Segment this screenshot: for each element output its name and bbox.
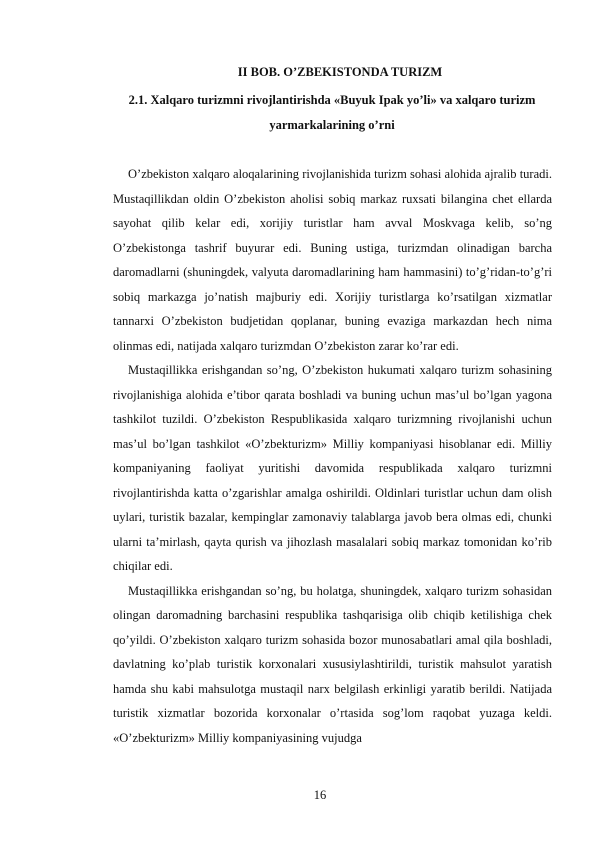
paragraph: O’zbekiston xalqaro aloqalarining rivojlanishida turizm sohasi alohida ajralib turadi. Mustaqillikdan oldin O’zbekiston aholisi sobiq markaz ruxsati bilangina chet ellarda sayohat qilib kelar edi, xorijiy turistlar ham avval Moskvaga kelib, so’ng O’zbekistonga tashrif buyurar edi. Buning ustiga, turizmdan olinadigan barcha daromadlarni (shuningdek, valyuta daromadlarining ham hammasini) to’g’ridan-to’g’ri sobiq markazga jo’natish majburiy edi. Xorijiy turistlarga ko’rsatilgan xizmatlar tannarxi O’zbekiston budjetidan qoplanar, buning evaziga markazdan hech nima olinmas edi, natijada xalqaro turizmdan O’zbekiston zarar ko’rar edi. bbox=[113, 167, 552, 353]
paragraph: Mustaqillikka erishgandan so’ng, bu holatga, shuningdek, xalqaro turizm sohasidan olingan daromadning barchasini respublika tashqarisiga olib chiqib ketilishiga chek qo’yildi. O’zbekiston xalqaro turizm sohasida bozor munosabatlari amal qila boshladi, davlatning ko’plab turistik korxonalari xususiylashtirildi, turistik mahsulot yaratish hamda shu kabi mahsulotga mustaqil narx belgilash erkinligi yaratib berildi. Natijada turistik xizmatlar bozorida korxonalar o’rtasida sog’lom raqobat yuzaga keldi. «O’zbekturizm» Milliy kompaniyasining vujudga bbox=[113, 583, 552, 745]
body-text bbox=[113, 162, 552, 750]
chapter-title: II BOB. O’ZBEKISTONDA TURIZM bbox=[237, 65, 443, 79]
paragraph: Mustaqillikka erishgandan so’ng, O’zbekiston hukumati xalqaro turizm sohasining rivojlanishiga alohida e’tibor qarata boshladi va buning uchun mas’ul bo’lgan yagona tashkilot tuzildi. O’zbekiston Respublikasida xalqaro turizmning rivojlanishi uchun mas’ul bo’lgan tashkilot «O’zbekturizm» Milliy kompaniyasi hisoblanar edi. Milliy kompaniyaning faoliyat yuritishi davomida respublikada xalqaro turizmni rivojlantirishda katta o’zgarishlar amalga oshirildi. Oldinlari turistlar uchun dam olish uylari, turistik bazalar, kempinglar zamonaviy talablarga javob bera olmas edi, chunki ularni ta’mirlash, qayta qurish va jihozlash masalalari sobiq markaz tomonidan ko’rib chiqilar edi. bbox=[113, 363, 552, 573]
section-title: 2.1. Xalqaro turizmni rivojlantirishda «Buyuk Ipak yo’li» va xalqaro turizm yarmarkalarining o’rni bbox=[128, 93, 536, 132]
page-number: 16 bbox=[313, 788, 327, 802]
